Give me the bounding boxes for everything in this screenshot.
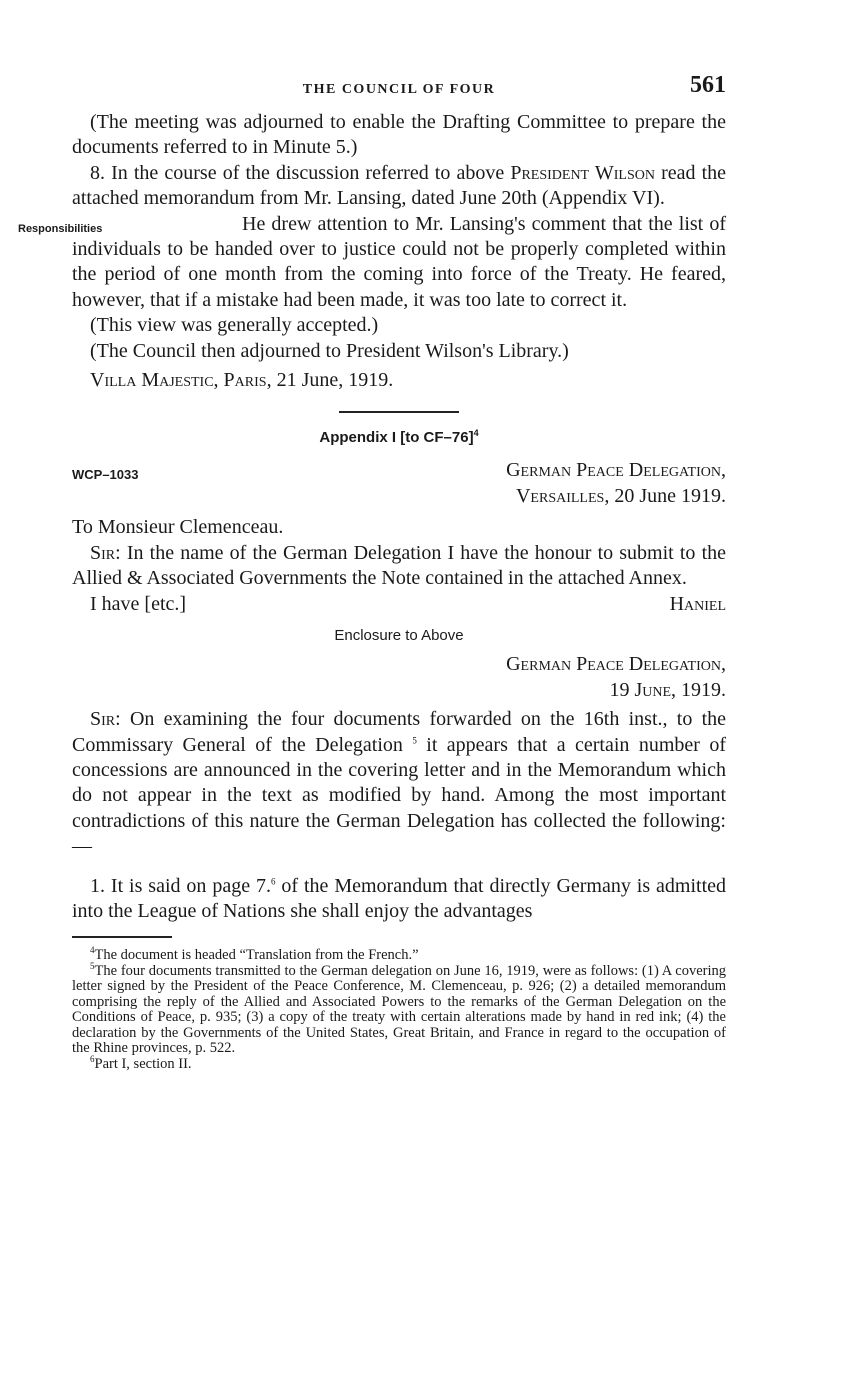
doc-code: WCP–1033 — [72, 467, 139, 483]
running-header — [72, 70, 726, 110]
library-note: (The Council then adjourned to President Wilson's Library.) — [90, 339, 569, 362]
item-8-para2: He drew attention to Mr. Lansing's comment that the list of individuals to be handed over to justice could not be properly completed within the period of one month from the coming into force of the Treaty. He feared, however, that if a mistake had been made, it was too late to correct it. — [72, 212, 726, 311]
letter-heading — [72, 458, 726, 509]
point-1: 1. It is said on page 7.$^6$ of the Memorandum that directly Germany is admitted into the League of Nations she shall enjoy the advantages — [72, 874, 727, 922]
appendix-title: Appendix I [to CF–76]$^4$ — [319, 428, 479, 447]
page — [18, 70, 727, 1072]
footnote-ref-5: 5 — [412, 734, 417, 745]
sender-place-date: Versailles, 20 June 1919. — [515, 484, 726, 507]
enclosure-sender-block — [72, 652, 726, 703]
accepted-note: (This view was generally accepted.) — [90, 314, 379, 337]
enclosure-body: Sir: On examining the four documents forwarded on the 16th inst., to the Commissary General of the Delegation $^5$ it appears that a certain number of concessions are announced in the covering letter and in the Memorandum which do not appear in the text as modified by hand. Among the most important contradictions of this nature the German Delegation has collected the following:— — [72, 708, 726, 858]
place-date — [72, 368, 726, 393]
item-8-paragraph — [18, 161, 727, 235]
sender: German Peace Delegation, — [506, 459, 726, 482]
enclosure-title: Enclosure to Above — [334, 626, 464, 644]
enclosure-sender: German Peace Delegation, — [506, 653, 726, 676]
sender-block — [506, 458, 726, 509]
adjourn-note: (The meeting was adjourned to enable the Drafting Committee to prepare the documents referred to in Minute 5.) — [72, 111, 726, 159]
closing-row — [72, 592, 726, 617]
footnote-6: $^6$Part I, section II. — [90, 1054, 192, 1072]
running-title: THE COUNCIL OF FOUR — [302, 82, 496, 97]
margin-note: Responsibilities — [18, 222, 103, 235]
date: 21 June, 1919. — [276, 369, 394, 392]
closing: I have [etc.] — [90, 592, 187, 615]
signature: Haniel — [669, 592, 726, 615]
place: Villa Majestic, Paris, — [90, 369, 272, 392]
president-wilson: President Wilson — [510, 161, 655, 184]
letter-body: Sir: In the name of the German Delegation I have the honour to submit to the Allied & Associated Governments the Note contained in the attached Annex. — [72, 541, 727, 590]
footnote-ref-4: 4 — [473, 428, 479, 439]
footnote-divider — [72, 936, 172, 938]
page-number: 561 — [690, 72, 726, 98]
appendix-letter — [72, 458, 726, 924]
enclosure-date: 19 June, 1919. — [609, 678, 726, 701]
footnote-ref-6: 6 — [271, 875, 276, 886]
footnotes — [72, 945, 726, 1072]
footnote-5: $^5$The four documents transmitted to the German delegation on June 16, 1919, were as follows: (1) A covering letter signed by the President of the Peace Conference, M. Clemenceau, p. 926; (2) a detailed memorandum comprising the reply of the Allied and Associated Powers to the remarks of the German Delegation on the Conditions of Peace, p. 935; (3) a copy of the treaty with certain alterations made by hand in red ink; (4) the declaration by the Governments of the United States, Great Britain, and France in regard to the occupation of the Rhine provinces, p. 522. — [72, 961, 726, 1057]
item-8-intro: 8. In the course of the discussion referred to above — [90, 161, 505, 184]
item-8-rest: read the attached memorandum from Mr. Lansing, dated June 20th (Appendix VI). — [72, 161, 727, 210]
footnote-4: $^4$The document is headed “Translation from the French.” — [90, 945, 419, 964]
section-divider — [339, 411, 459, 413]
addressee: To Monsieur Clemenceau. — [72, 516, 284, 539]
minutes-section — [18, 110, 727, 393]
